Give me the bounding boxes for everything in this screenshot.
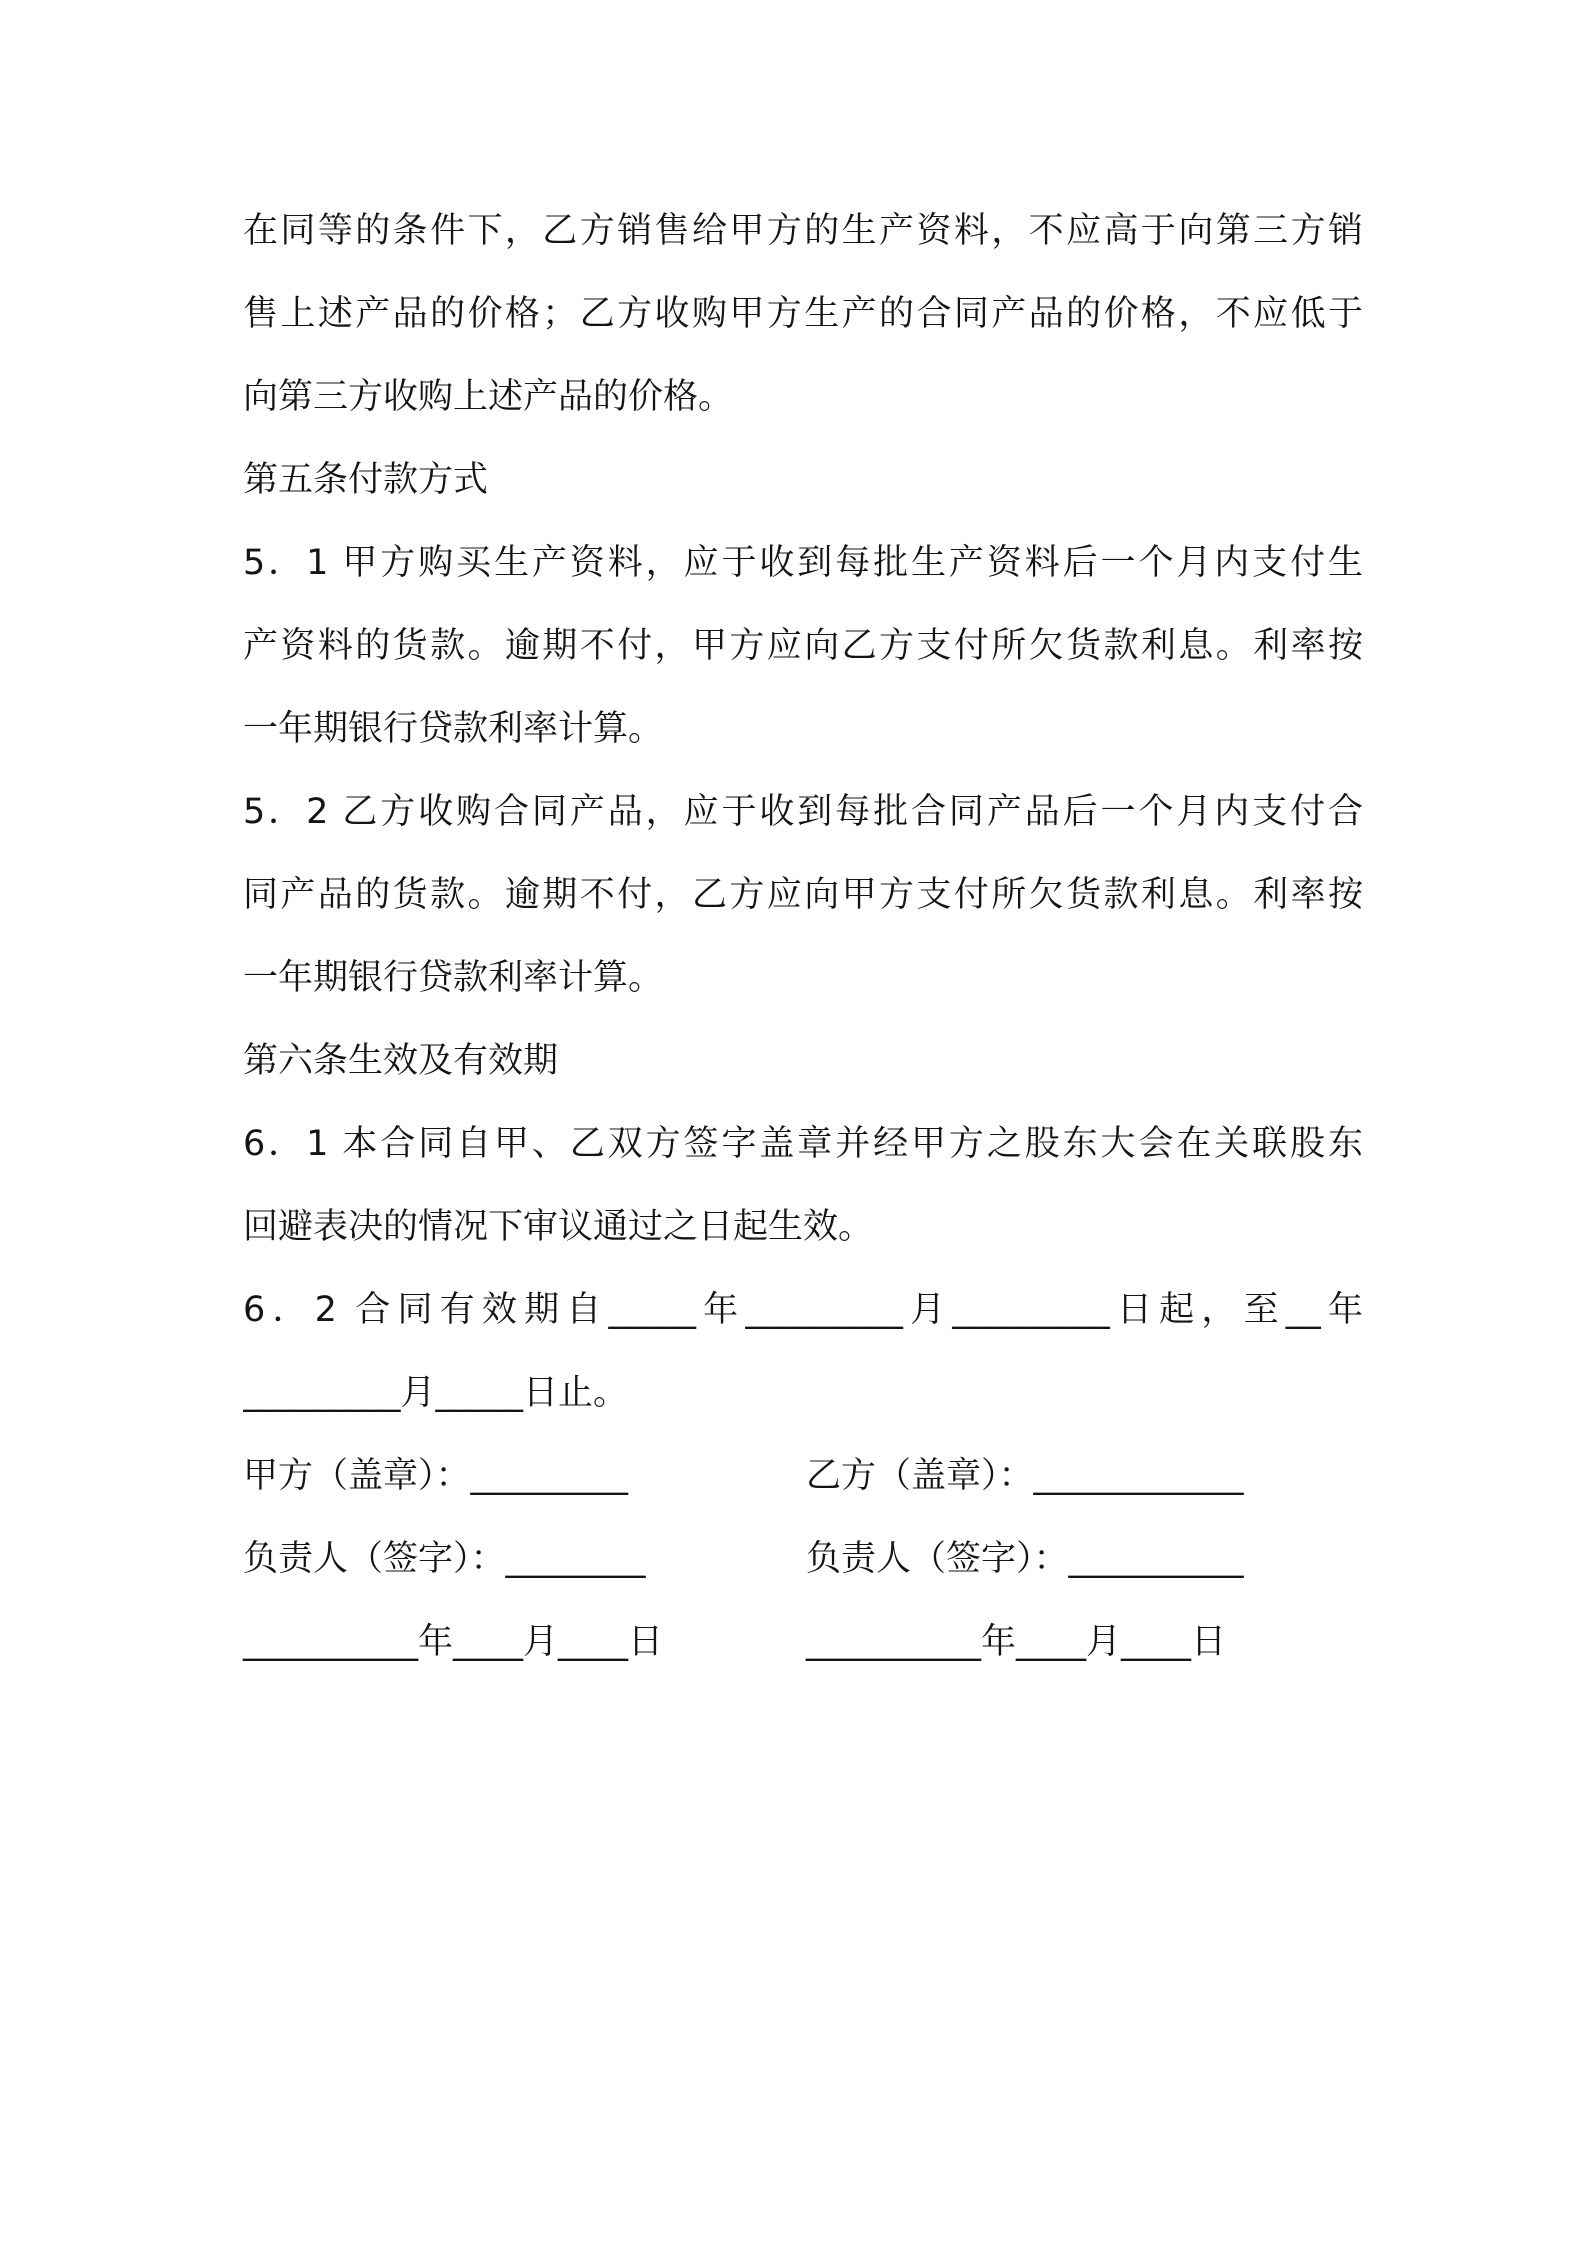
party-a-seal-field: 甲方（盖章）：_________ (243, 1456, 629, 1496)
signature-row-signer (243, 1518, 1363, 1601)
clause-line: 回避表决的情况下审议通过之日起生效。 (243, 1207, 874, 1247)
document-body (243, 190, 1363, 1684)
clause-line: 5．1 甲方购买生产资料，应于收到每批生产资料后一个月内支付生 (243, 543, 1363, 583)
signature-row-date (243, 1601, 1363, 1684)
clause-line: 6．2 合同有效期自_____年_________月_________日起，至__年 (243, 1290, 1363, 1330)
clause-line: 一年期银行贷款利率计算。 (243, 709, 664, 749)
clause-line: 6．1 本合同自甲、乙双方签字盖章并经甲方之股东大会在关联股东 (243, 1124, 1363, 1164)
party-b-signer-field: 负责人（签字）：__________ (806, 1539, 1244, 1579)
party-a-signer-field: 负责人（签字）：________ (243, 1539, 646, 1579)
body-line: 售上述产品的价格；乙方收购甲方生产的合同产品的价格，不应低于 (243, 294, 1363, 334)
signature-row-seal (243, 1435, 1363, 1518)
body-line: 向第三方收购上述产品的价格。 (243, 377, 734, 417)
article-heading: 第五条付款方式 (243, 460, 489, 500)
clause-line: 同产品的货款。逾期不付，乙方应向甲方支付所欠货款利息。利率按 (243, 875, 1363, 915)
article-heading: 第六条生效及有效期 (243, 1041, 559, 1081)
party-b-seal-field: 乙方（盖章）：____________ (806, 1456, 1244, 1496)
clause-line: 产资料的货款。逾期不付，甲方应向乙方支付所欠货款利息。利率按 (243, 626, 1363, 666)
party-b-date-field: __________年____月____日 (806, 1622, 1227, 1662)
party-a-date-field: __________年____月____日 (243, 1622, 664, 1662)
body-line: 在同等的条件下，乙方销售给甲方的生产资料，不应高于向第三方销 (243, 211, 1363, 251)
clause-line: 5．2 乙方收购合同产品，应于收到每批合同产品后一个月内支付合 (243, 792, 1363, 832)
clause-line: _________月_____日止。 (243, 1373, 629, 1413)
clause-line: 一年期银行贷款利率计算。 (243, 958, 664, 998)
